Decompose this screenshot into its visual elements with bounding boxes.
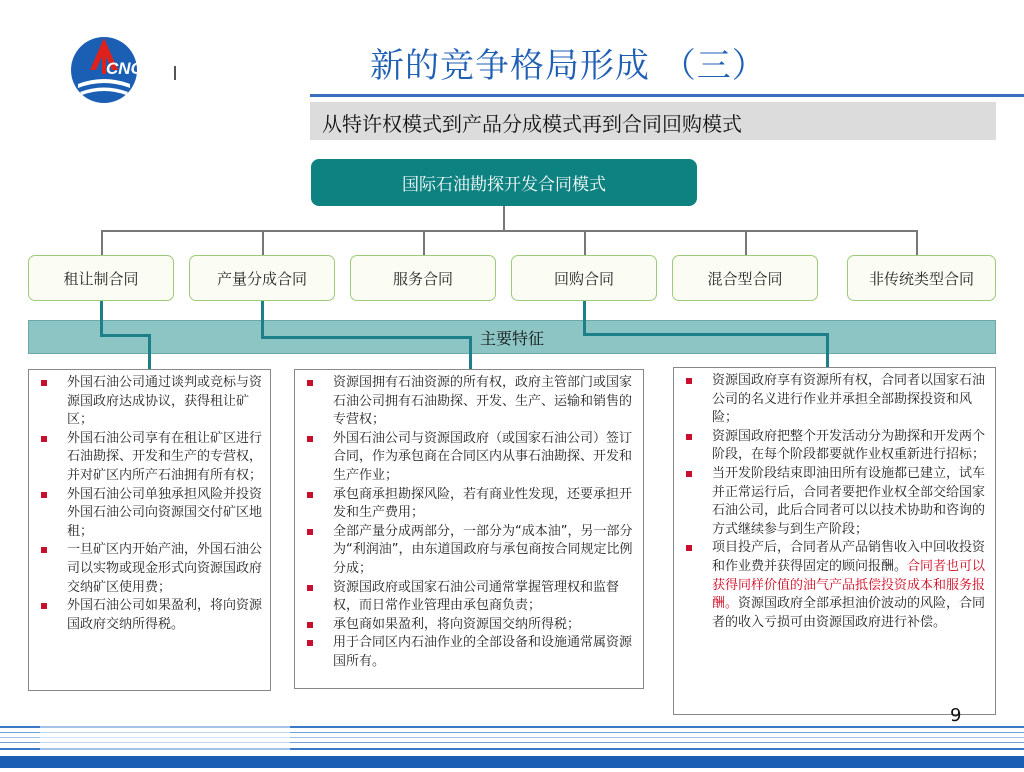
list-item: [684, 539, 987, 632]
contract-type-service: 服务合同: [350, 255, 496, 301]
detail-box-concession: [28, 369, 271, 691]
footer-stripes: [0, 720, 1024, 768]
tree-horizontal-line: [101, 230, 918, 232]
subtitle: 从特许权模式到产品分成模式再到合同回购模式: [322, 112, 742, 136]
detail-box-buyback: [673, 367, 996, 715]
tree-branch-line: [745, 230, 747, 255]
tree-branch-line: [262, 230, 264, 255]
page-number: 9: [950, 705, 962, 726]
list-item: 资源国政府或国家石油公司通常掌握管理权和监督权，而日常作业管理由承包商负责；: [305, 579, 635, 616]
tree-branch-line: [101, 230, 103, 255]
root-contract-mode-box: 国际石油勘探开发合同模式: [311, 159, 697, 206]
connector-line: [100, 334, 151, 337]
contract-type-hybrid: 混合型合同: [672, 255, 818, 301]
connector-line: [469, 336, 472, 371]
detail-box-production-sharing: [294, 369, 644, 689]
contract-type-concession: 租让制合同: [28, 255, 174, 301]
connector-line: [100, 301, 103, 336]
list-item: 资源国政府享有资源所有权，合同者以国家石油公司的名义进行作业并承担全部勘探投资和风险；: [684, 372, 987, 428]
list-item-text: 资源国政府全部承担油价波动的风险，合同者的收入亏损可由资源国政府进行补偿。: [712, 596, 986, 630]
list-item: 用于合同区内石油作业的全部设备和设施通常属资源国所有。: [305, 634, 635, 671]
contract-type-production-sharing: 产量分成合同: [189, 255, 335, 301]
list-item-text: 项目投产后，合同者从产品销售收入中回收投资和作业费并获得固定的顾问报酬。: [712, 540, 986, 574]
title-divider: [310, 94, 1024, 97]
svg-text:CNOOC: CNOOC: [106, 59, 170, 78]
tree-trunk-line: [503, 206, 505, 230]
list-item: 外国石油公司如果盈利，将向资源国政府交纳所得税。: [39, 597, 262, 634]
list-item: 一旦矿区内开始产油，外国石油公司以实物或现金形式向资源国政府交纳矿区使用费；: [39, 541, 262, 597]
list-item: 外国石油公司享有在租让矿区进行石油勘探、开发和生产的专营权，并对矿区内所产石油拥有所有权；: [39, 430, 262, 486]
list-item: 资源国拥有石油资源的所有权，政府主管部门或国家石油公司拥有石油勘探、开发、生产、运输和销售的专营权；: [305, 374, 635, 430]
cnooc-logo: [66, 30, 184, 106]
connector-line: [261, 301, 264, 338]
tree-branch-line: [916, 230, 918, 255]
contract-type-unconventional: 非传统类型合同: [847, 255, 996, 301]
highlighted-text: 合同者也可以获得同样价值的油气产品抵偿投资成本和服务报酬。: [712, 558, 986, 612]
list-item: 外国石油公司通过谈判或竞标与资源国政府达成协议，获得租让矿区；: [39, 374, 262, 430]
list-item: 承包商如果盈利，将向资源国交纳所得税；: [305, 616, 635, 635]
connector-line: [583, 333, 829, 336]
tree-branch-line: [423, 230, 425, 255]
list-item: 全部产量分成两部分，一部分为“成本油”，另一部分为“利润油”，由东道国政府与承包商按合同规定比例分成；: [305, 523, 635, 579]
connector-line: [826, 333, 829, 369]
connector-line: [148, 334, 151, 371]
main-features-bar: 主要特征: [28, 320, 996, 354]
page-title: 新的竞争格局形成 （三）: [370, 46, 767, 86]
connector-line: [261, 336, 472, 339]
list-item: 承包商承担勘探风险，若有商业性发现，还要承担开发和生产费用；: [305, 486, 635, 523]
list-item: 外国石油公司单独承担风险并投资外国石油公司向资源国交付矿区地租；: [39, 486, 262, 542]
tree-branch-line: [584, 230, 586, 255]
connector-line: [583, 301, 586, 335]
list-item: 当开发阶段结束即油田所有设施都已建立，试车并正常运行后，合同者要把作业权全部交给国家石油公司，此后合同者可以以技术协助和咨询的方式继续参与到生产阶段；: [684, 465, 987, 539]
list-item: 外国石油公司与资源国政府（或国家石油公司）签订合同，作为承包商在合同区内从事石油勘探、开发和生产作业；: [305, 430, 635, 486]
contract-type-buyback: 回购合同: [511, 255, 657, 301]
list-item: 资源国政府把整个开发活动分为勘探和开发两个阶段，在每个阶段都要就作业权重新进行招标；: [684, 428, 987, 465]
